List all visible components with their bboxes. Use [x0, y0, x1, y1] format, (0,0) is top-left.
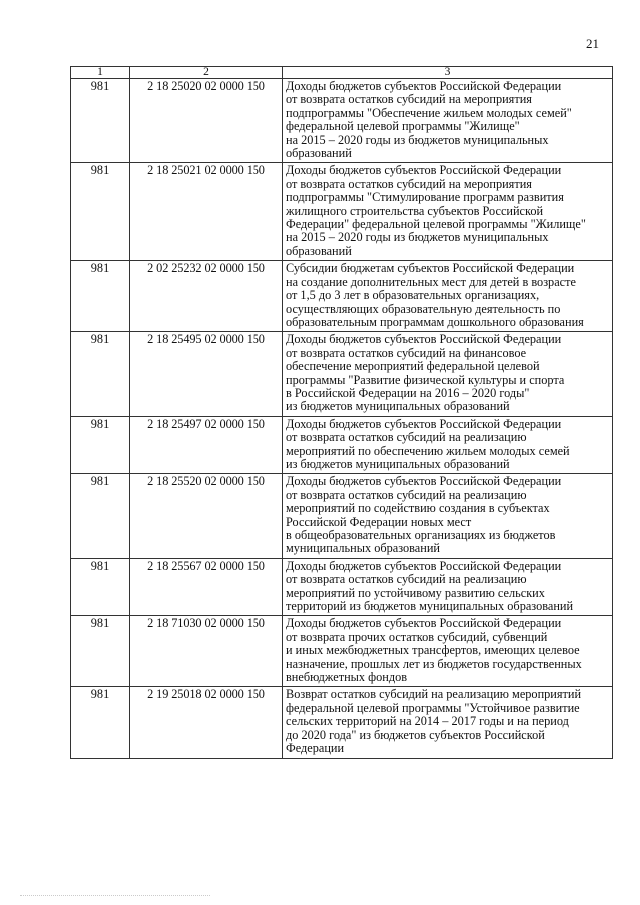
- description-line: сельских территорий на 2014 – 2017 годы и на период: [286, 714, 569, 729]
- admin-code-cell: 981: [71, 332, 130, 416]
- income-description-cell: [283, 416, 613, 474]
- admin-code-cell: 981: [71, 616, 130, 687]
- table-row: [71, 687, 613, 758]
- description-line: программы "Развитие физической культуры и спорта: [286, 372, 565, 387]
- admin-code-cell: 981: [71, 558, 130, 616]
- description-line: образований: [286, 243, 352, 258]
- description-line: из бюджетов муниципальных образований: [286, 399, 510, 414]
- description-line: федеральной целевой программы "Устойчивое развитие: [286, 700, 580, 715]
- admin-code-cell: 981: [71, 474, 130, 558]
- table-row: [71, 416, 613, 474]
- description-line: обеспечение мероприятий федеральной целевой: [286, 359, 540, 374]
- description-line: от возврата остатков субсидий на мероприятия: [286, 176, 532, 191]
- income-description-cell: [283, 79, 613, 163]
- description-line: федеральной целевой программы "Жилище": [286, 119, 520, 134]
- description-line: в Российской Федерации на 2016 – 2020 годы": [286, 385, 530, 400]
- description-line: из бюджетов муниципальных образований: [286, 456, 510, 471]
- budget-classification-code-cell: 2 02 25232 02 0000 150: [130, 261, 283, 332]
- description-line: мероприятий по устойчивому развитию сельских: [286, 585, 545, 600]
- description-line: Доходы бюджетов субъектов Российской Федерации: [286, 79, 562, 93]
- description-line: и иных межбюджетных трансфертов, имеющих целевое: [286, 643, 580, 658]
- table-row: [71, 163, 613, 261]
- table-row: [71, 79, 613, 163]
- income-description-cell: [283, 558, 613, 616]
- description-line: Доходы бюджетов субъектов Российской Федерации: [286, 616, 562, 631]
- description-line: Доходы бюджетов субъектов Российской Федерации: [286, 163, 562, 178]
- description-line: от возврата остатков субсидий на реализацию: [286, 487, 527, 502]
- column-header-2: 2: [130, 67, 283, 79]
- budget-classification-code-cell: 2 18 25020 02 0000 150: [130, 79, 283, 163]
- description-line: Возврат остатков субсидий на реализацию мероприятий: [286, 687, 582, 702]
- description-line: Субсидии бюджетам субъектов Российской Федерации: [286, 261, 575, 276]
- description-line: Федерации: [286, 741, 345, 756]
- table-row: [71, 616, 613, 687]
- income-description-cell: [283, 261, 613, 332]
- budget-classification-code-cell: 2 18 25021 02 0000 150: [130, 163, 283, 261]
- scan-artifact: [20, 895, 210, 899]
- table-header-row: [71, 67, 613, 79]
- budget-classification-code-cell: 2 18 25567 02 0000 150: [130, 558, 283, 616]
- column-header-3: 3: [283, 67, 613, 79]
- table-row: [71, 332, 613, 416]
- description-line: внебюджетных фондов: [286, 670, 408, 685]
- description-line: от возврата остатков субсидий на мероприятия: [286, 92, 532, 107]
- budget-classification-code-cell: 2 18 25497 02 0000 150: [130, 416, 283, 474]
- income-description-cell: [283, 474, 613, 558]
- column-header-1: 1: [71, 67, 130, 79]
- description-line: от возврата остатков субсидий на реализацию: [286, 572, 527, 587]
- description-line: подпрограммы "Обеспечение жильем молодых семей": [286, 105, 572, 120]
- budget-classification-code-cell: 2 19 25018 02 0000 150: [130, 687, 283, 758]
- budget-classification-code-cell: 2 18 71030 02 0000 150: [130, 616, 283, 687]
- admin-code-cell: 981: [71, 79, 130, 163]
- admin-code-cell: 981: [71, 261, 130, 332]
- income-description-cell: [283, 332, 613, 416]
- admin-code-cell: 981: [71, 687, 130, 758]
- income-description-cell: [283, 687, 613, 758]
- description-line: Доходы бюджетов субъектов Российской Федерации: [286, 416, 562, 431]
- page-number: 21: [586, 36, 599, 51]
- description-line: территорий из бюджетов муниципальных образований: [286, 599, 574, 614]
- description-line: в общеобразовательных организациях из бюджетов: [286, 528, 556, 542]
- description-line: мероприятий по содействию создания в субъектах: [286, 501, 550, 516]
- description-line: от 1,5 до 3 лет в образовательных организациях,: [286, 288, 540, 303]
- description-line: до 2020 года" из бюджетов субъектов Российской: [286, 727, 545, 742]
- budget-codes-table: [70, 66, 613, 759]
- description-line: Доходы бюджетов субъектов Российской Федерации: [286, 332, 562, 347]
- description-line: от возврата остатков субсидий на финансовое: [286, 345, 527, 360]
- description-line: на 2015 – 2020 годы из бюджетов муниципальных: [286, 230, 549, 245]
- description-line: Российской Федерации новых мест: [286, 514, 472, 529]
- description-line: на создание дополнительных мест для детей в возрасте: [286, 274, 576, 289]
- description-line: муниципальных образований: [286, 541, 440, 556]
- description-line: Доходы бюджетов субъектов Российской Федерации: [286, 474, 562, 489]
- budget-classification-code-cell: 2 18 25520 02 0000 150: [130, 474, 283, 558]
- description-line: подпрограммы "Стимулирование программ развития: [286, 190, 564, 205]
- description-line: образовательным программам дошкольного образования: [286, 314, 584, 329]
- budget-classification-code-cell: 2 18 25495 02 0000 150: [130, 332, 283, 416]
- table-row: [71, 261, 613, 332]
- table-body: [71, 79, 613, 759]
- income-description-cell: [283, 616, 613, 687]
- description-line: Федерации" федеральной целевой программы "Жилище": [286, 217, 586, 232]
- description-line: мероприятий по обеспечению жильем молодых семей: [286, 443, 570, 458]
- description-line: на 2015 – 2020 годы из бюджетов муниципальных: [286, 132, 549, 147]
- income-description-cell: [283, 163, 613, 261]
- description-line: жилищного строительства субъектов Российской: [286, 203, 544, 218]
- admin-code-cell: 981: [71, 163, 130, 261]
- table-row: [71, 474, 613, 558]
- description-line: Доходы бюджетов субъектов Российской Федерации: [286, 558, 562, 573]
- description-line: осуществляющих образовательную деятельность по: [286, 301, 561, 316]
- admin-code-cell: 981: [71, 416, 130, 474]
- table-row: [71, 558, 613, 616]
- description-line: образований: [286, 146, 352, 161]
- description-line: от возврата прочих остатков субсидий, субвенций: [286, 629, 548, 644]
- description-line: от возврата остатков субсидий на реализацию: [286, 430, 527, 445]
- description-line: назначение, прошлых лет из бюджетов государственных: [286, 656, 582, 671]
